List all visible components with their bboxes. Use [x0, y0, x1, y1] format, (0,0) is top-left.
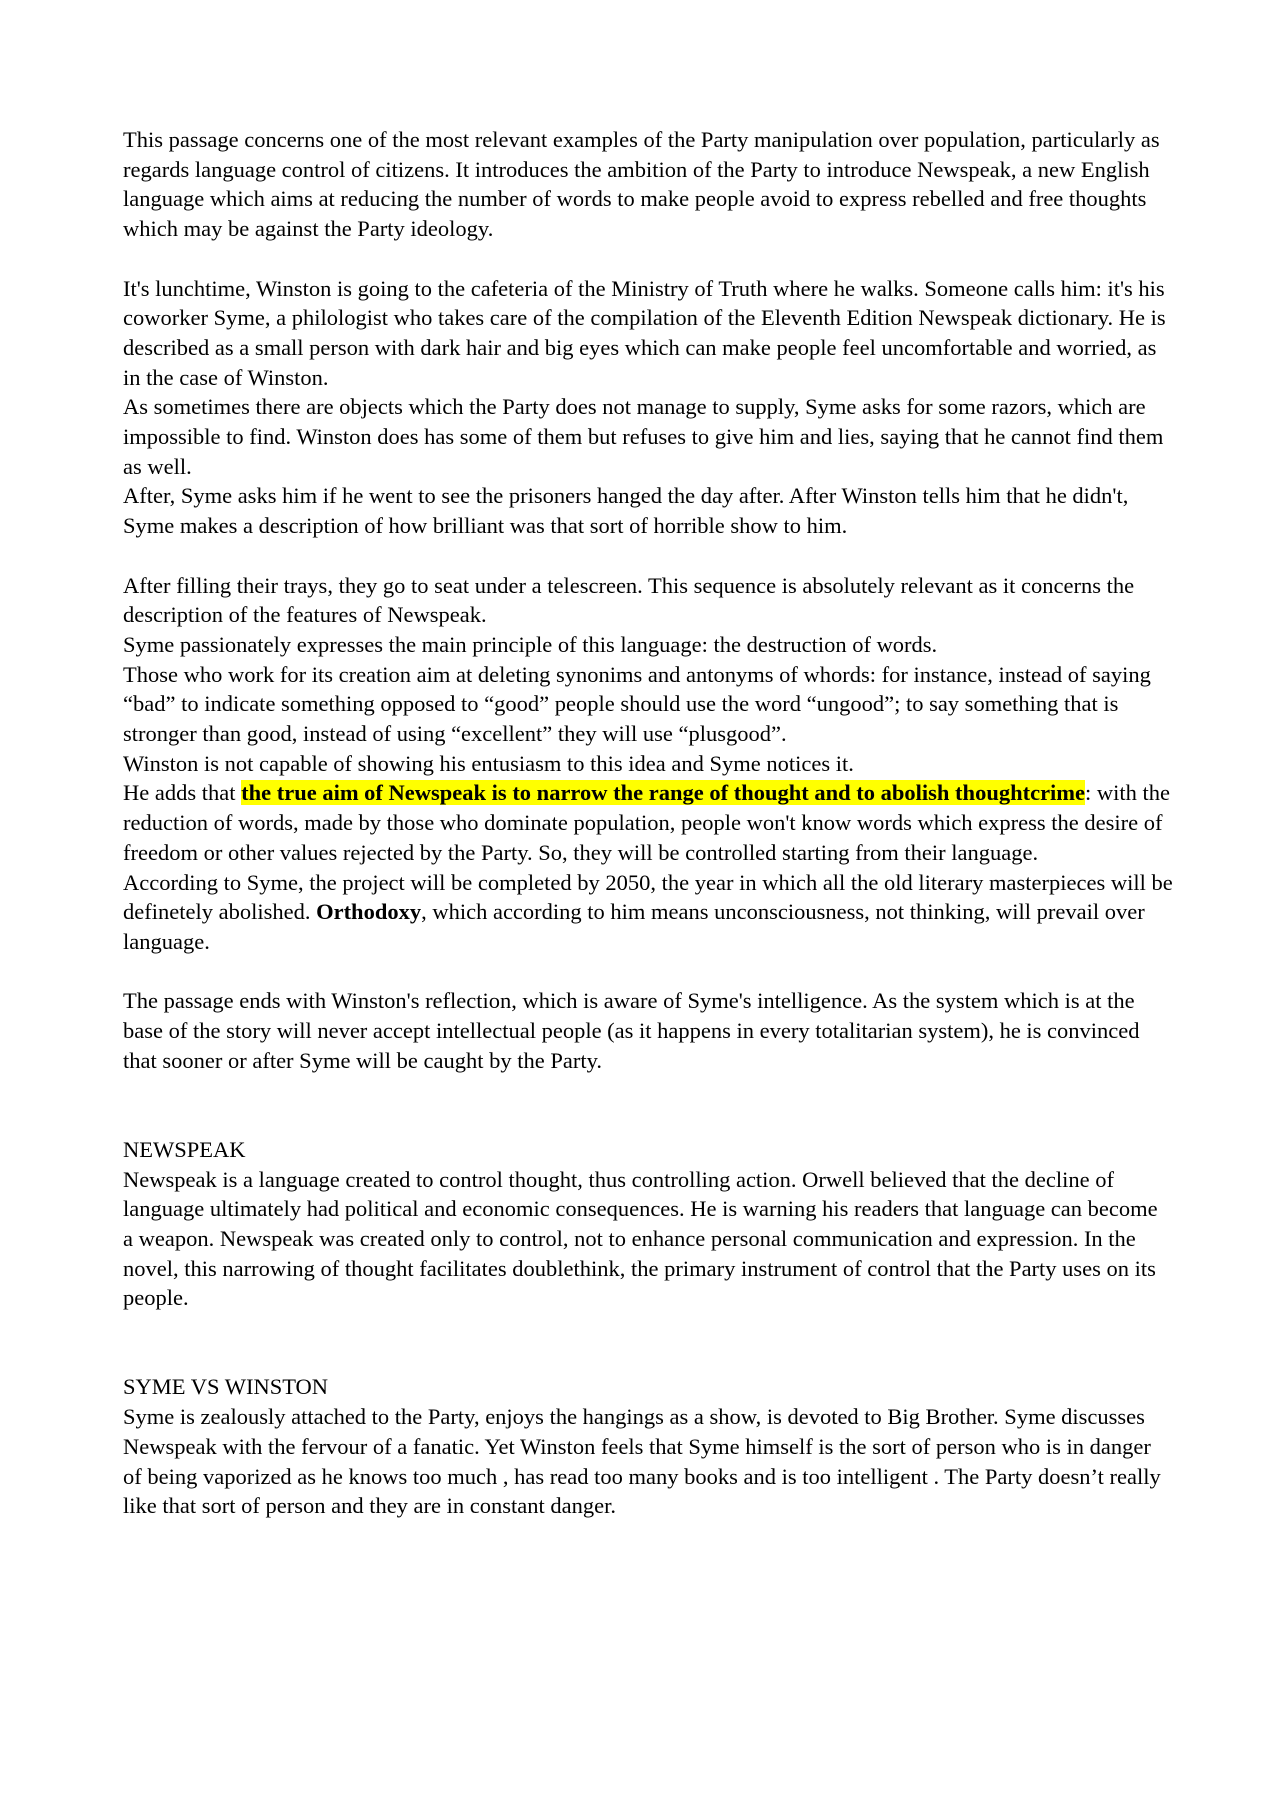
orthodoxy-bold-text: Orthodoxy: [316, 899, 422, 925]
document-body: [123, 125, 1173, 1521]
aim-paragraph: [123, 778, 1173, 867]
highlighted-aim-text: the true aim of Newspeak is to narrow the range of thought and to abolish thoughtcrime: [241, 780, 1086, 806]
razors-paragraph: As sometimes there are objects which the Party does not manage to supply, Syme asks for some razors, which are impossible to find. Winston does has some of them but refuses to give him and lies, saying that he cannot find them as well.: [123, 394, 1164, 479]
year-2050-paragraph: [123, 868, 1173, 957]
prisoners-paragraph: After, Syme asks him if he went to see the prisoners hanged the day after. After Winston tells him that he didn't, Syme makes a description of how brilliant was that sort of horrible show to him.: [123, 483, 1129, 539]
aim-text-after: : with the reduction of words, made by those who dominate population, people won't know words which express the desire of freedom or other values rejected by the Party. So, they will be controlled starting from their language.: [123, 780, 1171, 865]
reflection-paragraph: The passage ends with Winston's reflection, which is aware of Syme's intelligence. As the system which is at the base of the story will never accept intellectual people (as it happens in every totalitarian system), he is convinced that sooner or after Syme will be caught by the Party.: [123, 988, 1140, 1073]
entusiasm-paragraph: Winston is not capable of showing his entusiasm to this idea and Syme notices it.: [123, 750, 854, 776]
principle-paragraph: Syme passionately expresses the main principle of this language: the destruction of words.: [123, 631, 938, 657]
syme-vs-winston-paragraph: Syme is zealously attached to the Party, enjoys the hangings as a show, is devoted to Big Brother. Syme discusses Newspeak with the fervour of a fanatic. Yet Winston feels that Syme himself is the sort of person who is in danger of being vaporized as he knows too much , has read too many books and is too intelligent . The Party doesn’t really like that sort of person and they are in constant danger.: [123, 1404, 1161, 1519]
newspeak-paragraph: Newspeak is a language created to control thought, thus controlling action. Orwell believed that the decline of language ultimately had political and economic consequences. He is warning his readers that language can become a weapon. Newspeak was created only to control, not to enhance personal communication and expression. In the novel, this narrowing of thought facilitates doublethink, the primary instrument of control that the Party uses on its people.: [123, 1166, 1158, 1311]
lunch-paragraph: It's lunchtime, Winston is going to the cafeteria of the Ministry of Truth where he walks. Someone calls him: it's his coworker Syme, a philologist who takes care of the compilation of the Eleventh Edition Newspeak dictionary. He is described as a small person with dark hair and big eyes which can make people feel uncomfortable and worried, as in the case of Winston.: [123, 275, 1166, 390]
year-2050-text-before: According to Syme, the project will be completed by 2050, the year in which all the old literary masterpieces will be definetely abolished.: [123, 869, 1173, 925]
newspeak-heading: NEWSPEAK: [123, 1136, 246, 1162]
intro-paragraph: This passage concerns one of the most relevant examples of the Party manipulation over population, particularly as regards language control of citizens. It introduces the ambition of the Party to introduce Newspeak, a new English language which aims at reducing the number of words to make people avoid to express rebelled and free thoughts which may be against the Party ideology.: [123, 127, 1160, 242]
paragraph-spacer: [123, 244, 1173, 274]
year-2050-text-after: , which according to him means unconsciousness, not thinking, will prevail over language.: [123, 899, 1145, 954]
section-spacer: [123, 1313, 1173, 1372]
paragraph-spacer: [123, 957, 1173, 987]
aim-text-before: He adds that: [123, 780, 242, 806]
paragraph-spacer: [123, 541, 1173, 571]
trays-paragraph: After filling their trays, they go to seat under a telescreen. This sequence is absolutely relevant as it concerns the description of the features of Newspeak.: [123, 572, 1135, 628]
synonyms-paragraph: Those who work for its creation aim at deleting synonims and antonyms of whords: for instance, instead of saying “bad” to indicate something opposed to “good” people should use the word “ungood”; to say something that is stronger than good, instead of using “excellent” they will use “plusgood”.: [123, 661, 1151, 747]
syme-vs-winston-heading: SYME VS WINSTON: [123, 1374, 329, 1400]
section-spacer: [123, 1075, 1173, 1134]
